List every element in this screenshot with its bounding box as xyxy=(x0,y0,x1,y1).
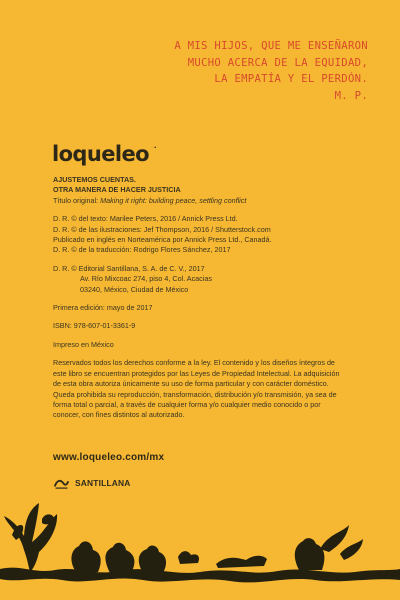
dedication-line: MUCHO ACERCA DE LA EQUIDAD, xyxy=(187,56,368,69)
dedication-line: LA EMPATÍA Y EL PERDÓN. xyxy=(214,73,368,85)
edition-block xyxy=(53,303,363,313)
publisher-rights-line: D. R. © Editorial Santillana, S. A. de C. V., 2017 xyxy=(53,263,205,273)
address-line: Av. Río Mixcoac 274, piso 4, Col. Acacias xyxy=(80,274,212,284)
publisher-name: SANTILLANA xyxy=(75,477,131,488)
publisher-rights-block xyxy=(53,264,363,295)
dedication-signature: M. P. xyxy=(334,89,368,102)
legal-line: forma total o parcial, a través de cualquier forma y/o cualquier medio conocido o por xyxy=(53,399,321,409)
credit-line: D. R. © del texto: Marilee Peters, 2016 / Annick Press Ltd. xyxy=(53,214,238,224)
legal-line: conocer, con fines distintos al autorizado. xyxy=(53,410,185,420)
logo-mark: . xyxy=(153,142,156,150)
original-title: Making it right: building peace, settling conflict xyxy=(100,195,247,205)
legal-line: este libro se encuentran protegidos por las Leyes de Propiedad Intelectual. La adquisición xyxy=(53,368,340,378)
credit-line: D. R. © de las ilustraciones: Jef Thompson, 2016 / Shutterstock.com xyxy=(53,224,271,234)
book-subtitle: OTRA MANERA DE HACER JUSTICIA xyxy=(53,185,181,195)
address-line: 03240, México, Ciudad de México xyxy=(80,284,189,294)
publisher-logo xyxy=(53,474,131,491)
isbn: ISBN: 978-607-01-3361-9 xyxy=(53,321,136,331)
legal-line: Reservados todos los derechos conforme a la ley. El contenido y los diseños íntegros de xyxy=(53,358,335,368)
rights-block xyxy=(53,214,363,256)
isbn-block xyxy=(53,321,363,331)
loqueleo-logo xyxy=(52,142,156,166)
copyright-credits xyxy=(53,175,363,421)
legal-line: de esta obra autoriza únicamente su uso de forma particular y con carácter doméstico. xyxy=(53,379,329,389)
original-title-line xyxy=(53,196,363,206)
legal-line: Queda prohibida su reproducción, transformación, distribución y/o transmisión, ya sea de xyxy=(53,389,337,399)
credit-line: D. R. © de la traducción: Rodrigo Flores Sánchez, 2017 xyxy=(53,245,231,255)
original-title-label: Título original: xyxy=(53,195,101,205)
book-title: AJUSTEMOS CUENTAS. xyxy=(53,175,136,184)
legal-notice xyxy=(53,358,363,420)
logo-text: loqueleo xyxy=(52,142,149,166)
printed-block xyxy=(53,340,363,350)
santillana-logo-icon xyxy=(53,476,70,490)
dedication-line: A MIS HIJOS, QUE ME ENSEÑARON xyxy=(174,40,368,52)
first-edition: Primera edición: mayo de 2017 xyxy=(53,303,153,313)
website-url: www.loqueleo.com/mx xyxy=(53,452,165,463)
shadow-play-silhouettes xyxy=(0,492,400,600)
printed-in: Impreso en México xyxy=(53,339,114,349)
credit-line: Publicado en inglés en Norteamérica por Annick Press Ltd., Canadá. xyxy=(53,235,272,245)
dedication-text xyxy=(138,38,368,104)
